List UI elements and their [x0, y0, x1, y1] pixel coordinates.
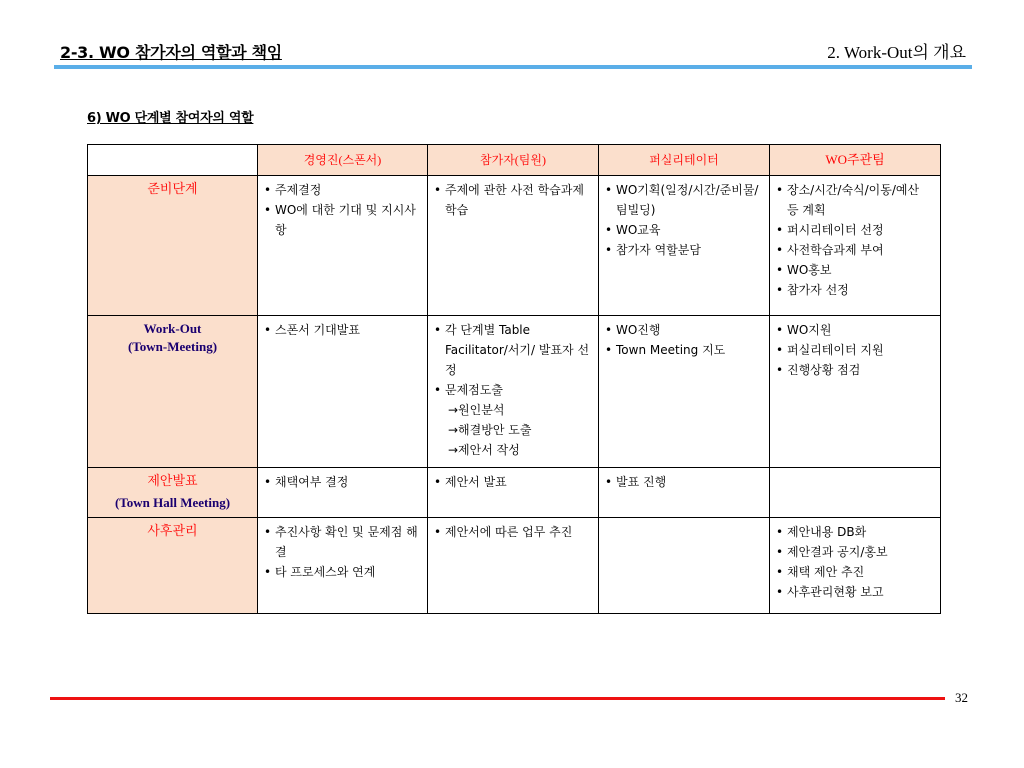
bullet-text: WO지원: [787, 323, 832, 337]
bullet-item: [776, 582, 934, 602]
chapter-title: 2. Work-Out의 개요: [827, 43, 966, 62]
phase-label: 준비단계: [147, 181, 198, 196]
top-divider: [54, 65, 972, 69]
bullet-item: [264, 472, 421, 492]
cell-facilitator: [599, 518, 770, 614]
bullet-text: WO진행: [616, 323, 661, 337]
cell-sponsor: [258, 468, 428, 518]
bullet-icon: •: [776, 585, 784, 599]
phase-label: 제안발표: [147, 473, 198, 488]
bullet-item: [434, 380, 592, 400]
bullet-text: 제안서 발표: [445, 475, 507, 489]
column-header-wo-team: WO주관팀: [770, 145, 941, 176]
cell-sponsor: [258, 518, 428, 614]
bullet-icon: •: [264, 323, 272, 337]
bullet-item: [776, 260, 934, 280]
bullet-icon: •: [434, 383, 442, 397]
bullet-text: WO기획(일정/시간/준비물/팀빌딩): [616, 183, 759, 217]
bullet-text: 사후관리현황 보고: [787, 585, 884, 599]
bullet-text: 각 단계별 Table Facilitator/서기/ 발표자 선정: [445, 323, 590, 377]
phase-label: Work-Out: [143, 321, 202, 336]
cell-sponsor: [258, 176, 428, 316]
bullet-item: [434, 522, 592, 542]
cell-participant: [428, 176, 599, 316]
bullet-item: [434, 180, 592, 220]
cell-facilitator: [599, 316, 770, 468]
table-row: [88, 518, 941, 614]
bullet-icon: •: [776, 243, 784, 257]
bottom-divider: [50, 697, 945, 700]
bullet-text: 제안결과 공지/홍보: [787, 545, 888, 559]
arrow-list-item: →제안서 작성: [448, 443, 520, 457]
bullet-icon: •: [264, 565, 272, 579]
bullet-text: 제안서에 따른 업무 추진: [445, 525, 573, 539]
table-row: [88, 468, 941, 518]
bullet-icon: •: [434, 183, 442, 197]
bullet-item: [776, 360, 934, 380]
bullet-item: [605, 240, 763, 260]
bullet-icon: •: [776, 525, 784, 539]
bullet-icon: •: [605, 475, 613, 489]
section-title: 2-3. WO 참가자의 역할과 책임: [60, 43, 282, 62]
phase-cell: [88, 518, 258, 614]
bullet-icon: •: [776, 363, 784, 377]
phase-cell: [88, 316, 258, 468]
bullet-icon: •: [776, 283, 784, 297]
bullet-icon: •: [605, 183, 613, 197]
bullet-icon: •: [264, 525, 272, 539]
bullet-text: 참가자 선정: [787, 283, 849, 297]
bullet-item: [776, 320, 934, 340]
bullet-item: [776, 522, 934, 542]
bullet-item: [605, 220, 763, 240]
column-header-participant: 참가자(팀원): [428, 145, 599, 176]
bullet-item: [264, 320, 421, 340]
bullet-text: WO홍보: [787, 263, 832, 277]
bullet-icon: •: [264, 475, 272, 489]
bullet-item: [776, 280, 934, 300]
bullet-text: 채택 제안 추진: [787, 565, 865, 579]
bullet-item: [605, 340, 763, 360]
page-number: 32: [955, 690, 968, 705]
bullet-text: Town Meeting 지도: [616, 343, 726, 357]
bullet-item: [264, 200, 421, 240]
bullet-text: 추진사항 확인 및 문제점 해결: [275, 525, 418, 559]
bullet-icon: •: [776, 263, 784, 277]
bullet-text: 장소/시간/숙식/이동/예산 등 계획: [787, 183, 920, 217]
bullet-item: [605, 180, 763, 220]
cell-wo-team: [770, 518, 941, 614]
bullet-icon: •: [434, 475, 442, 489]
cell-participant: [428, 518, 599, 614]
bullet-text: 채택여부 결정: [275, 475, 349, 489]
bullet-item: [776, 340, 934, 360]
bullet-icon: •: [776, 545, 784, 559]
phase-cell: [88, 176, 258, 316]
cell-sponsor: [258, 316, 428, 468]
table-body: [88, 176, 941, 614]
arrow-list-item: →해결방안 도출: [448, 423, 532, 437]
column-header-facilitator: 퍼실리테이터: [599, 145, 770, 176]
bullet-item: [434, 320, 592, 380]
bullet-text: 사전학습과제 부여: [787, 243, 884, 257]
column-header-sponsor: 경영진(스폰서): [258, 145, 428, 176]
bullet-icon: •: [605, 343, 613, 357]
bullet-item: [264, 562, 421, 582]
bullet-text: WO교육: [616, 223, 661, 237]
bullet-icon: •: [605, 243, 613, 257]
table-row: [88, 176, 941, 316]
cell-facilitator: [599, 176, 770, 316]
bullet-text: 퍼시리테이터 선정: [787, 223, 884, 237]
bullet-item: [605, 472, 763, 492]
bullet-icon: •: [264, 183, 272, 197]
bullet-item: [264, 180, 421, 200]
bullet-text: 참가자 역할분담: [616, 243, 701, 257]
cell-participant: [428, 468, 599, 518]
bullet-icon: •: [776, 223, 784, 237]
table-row: [88, 316, 941, 468]
bullet-text: 발표 진행: [616, 475, 667, 489]
cell-facilitator: [599, 468, 770, 518]
bullet-item: [434, 472, 592, 492]
table-subtitle: 6) WO 단계별 참여자의 역할: [87, 111, 254, 126]
role-table: [87, 144, 941, 614]
bullet-item: [605, 320, 763, 340]
bullet-text: 스폰서 기대발표: [275, 323, 360, 337]
bullet-text: 주제에 관한 사전 학습과제 학습: [445, 183, 584, 217]
cell-wo-team: [770, 468, 941, 518]
bullet-item: [776, 180, 934, 220]
bullet-icon: •: [776, 323, 784, 337]
cell-wo-team: [770, 316, 941, 468]
bullet-item: [776, 542, 934, 562]
bullet-icon: •: [776, 343, 784, 357]
bullet-icon: •: [605, 223, 613, 237]
cell-participant: [428, 316, 599, 468]
bullet-icon: •: [605, 323, 613, 337]
bullet-icon: •: [776, 183, 784, 197]
bullet-item: [264, 522, 421, 562]
bullet-item: [776, 562, 934, 582]
phase-sublabel: (Town-Meeting): [127, 339, 218, 354]
phase-label: 사후관리: [147, 523, 198, 538]
phase-cell: [88, 468, 258, 518]
phase-sublabel: (Town Hall Meeting): [114, 495, 231, 510]
bullet-text: 문제점도출: [445, 383, 503, 397]
bullet-item: [776, 240, 934, 260]
bullet-text: 타 프로세스와 연계: [275, 565, 376, 579]
bullet-icon: •: [434, 525, 442, 539]
bullet-icon: •: [776, 565, 784, 579]
header-corner-cell: [88, 145, 258, 176]
bullet-text: 진행상황 점검: [787, 363, 861, 377]
arrow-list-item: →원인분석: [448, 403, 505, 417]
bullet-item: [776, 220, 934, 240]
cell-wo-team: [770, 176, 941, 316]
table-header-row: [88, 145, 941, 176]
bullet-text: WO에 대한 기대 및 지시사항: [275, 203, 416, 237]
bullet-text: 주제결정: [275, 183, 322, 197]
bullet-icon: •: [434, 323, 442, 337]
bullet-icon: •: [264, 203, 272, 217]
bullet-text: 제안내용 DB화: [787, 525, 867, 539]
bullet-text: 퍼실리테이터 지원: [787, 343, 884, 357]
